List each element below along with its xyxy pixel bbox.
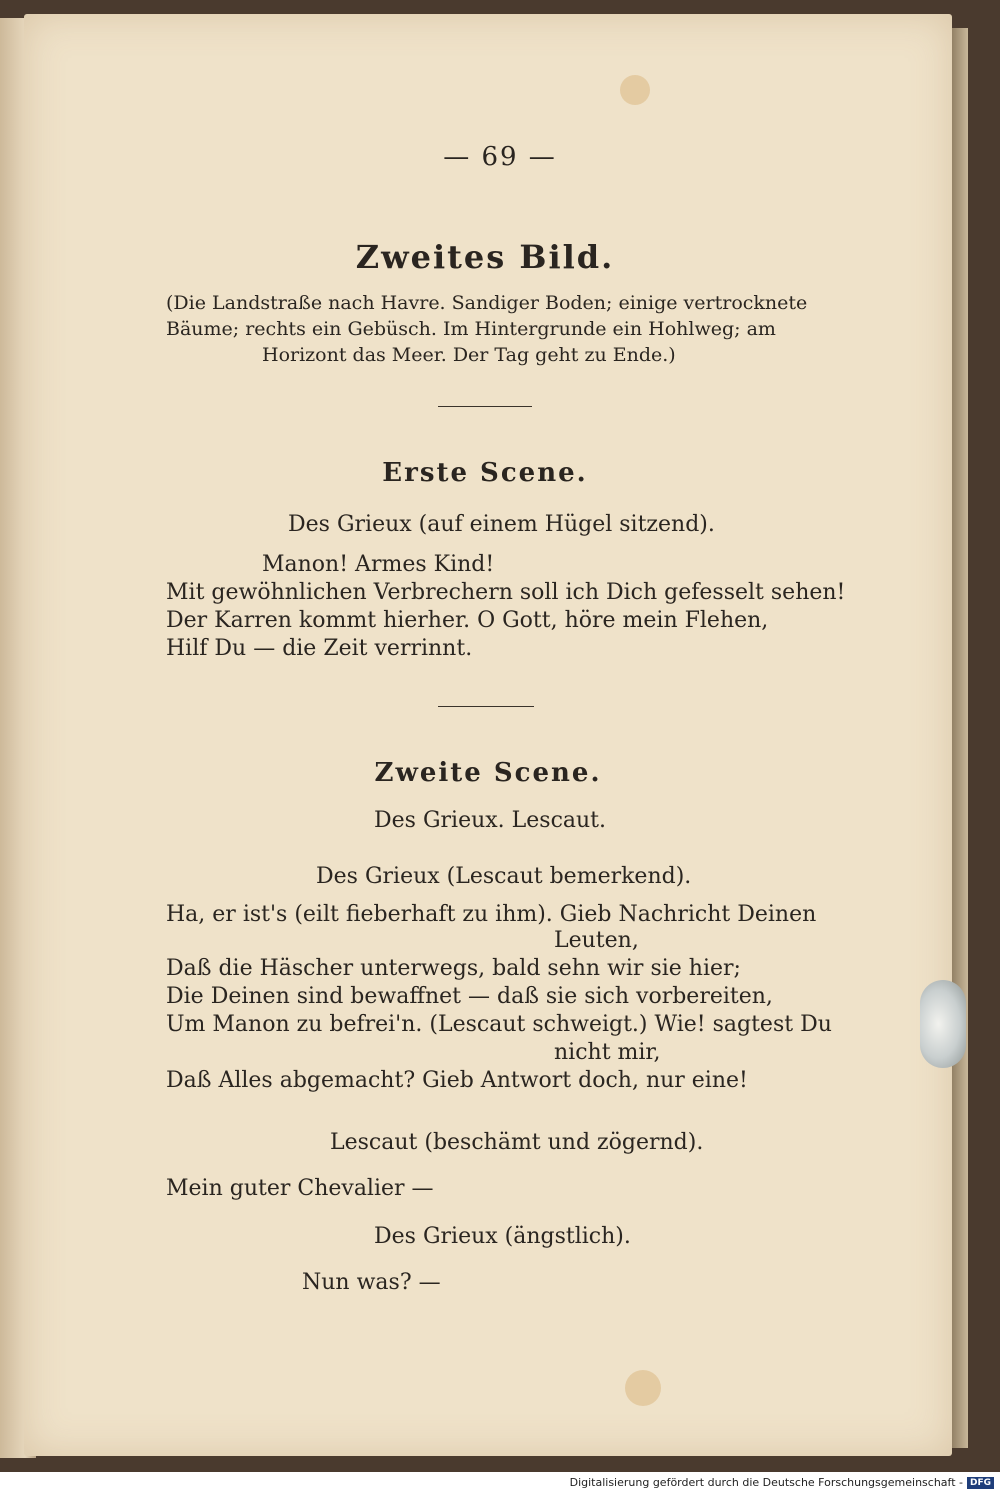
page-heading: Zweites Bild.: [355, 238, 615, 276]
scene-title: Zweite Scene.: [374, 758, 602, 788]
stage-direction-line: (Die Landstraße nach Havre. Sandiger Boden; einige vertrocknete: [166, 292, 808, 314]
thumb-marker: [920, 980, 966, 1068]
verse-line: Ha, er ist's (eilt fieberhaft zu ihm). Gieb Nachricht Deinen: [166, 902, 817, 927]
verse-line: Manon! Armes Kind!: [262, 552, 495, 577]
divider: [438, 406, 532, 407]
digitization-credit: [570, 1476, 994, 1489]
speaker-line: Des Grieux (ängstlich).: [374, 1224, 631, 1249]
speaker-line: Des Grieux (Lescaut bemerkend).: [316, 864, 692, 889]
scene-title: Erste Scene.: [382, 458, 588, 488]
divider: [438, 706, 534, 707]
verse-line: Um Manon zu befrei'n. (Lescaut schweigt.) Wie! sagtest Du: [166, 1012, 832, 1037]
verse-line: Mit gewöhnlichen Verbrechern soll ich Dich gefesselt sehen!: [166, 580, 846, 605]
verse-line: Die Deinen sind bewaffnet — daß sie sich vorbereiten,: [166, 984, 773, 1009]
speaker-line: Des Grieux (auf einem Hügel sitzend).: [288, 512, 715, 537]
paper-stain: [620, 75, 650, 105]
verse-line: Mein guter Chevalier —: [166, 1176, 434, 1201]
verse-line: nicht mir,: [554, 1040, 661, 1065]
verse-line: Daß Alles abgemacht? Gieb Antwort doch, nur eine!: [166, 1068, 748, 1093]
verse-line: Daß die Häscher unterwegs, bald sehn wir sie hier;: [166, 956, 741, 981]
credit-text: Digitalisierung gefördert durch die Deutsche Forschungsgemeinschaft -: [569, 1476, 963, 1489]
verse-line: Der Karren kommt hierher. O Gott, höre mein Flehen,: [166, 608, 769, 633]
paper-stain: [625, 1370, 661, 1406]
verse-line: Hilf Du — die Zeit verrinnt.: [166, 636, 473, 661]
speaker-line: Lescaut (beschämt und zögernd).: [330, 1130, 704, 1155]
stage-direction-line: Bäume; rechts ein Gebüsch. Im Hintergrunde ein Hohlweg; am: [166, 318, 776, 340]
verse-line: Nun was? —: [302, 1270, 441, 1295]
page-number: — 69 —: [443, 142, 557, 172]
dfg-logo: DFG: [967, 1477, 994, 1489]
stage-direction-line: Horizont das Meer. Der Tag geht zu Ende.): [262, 344, 676, 366]
character-list: Des Grieux. Lescaut.: [374, 808, 607, 833]
verse-line: Leuten,: [554, 928, 639, 953]
